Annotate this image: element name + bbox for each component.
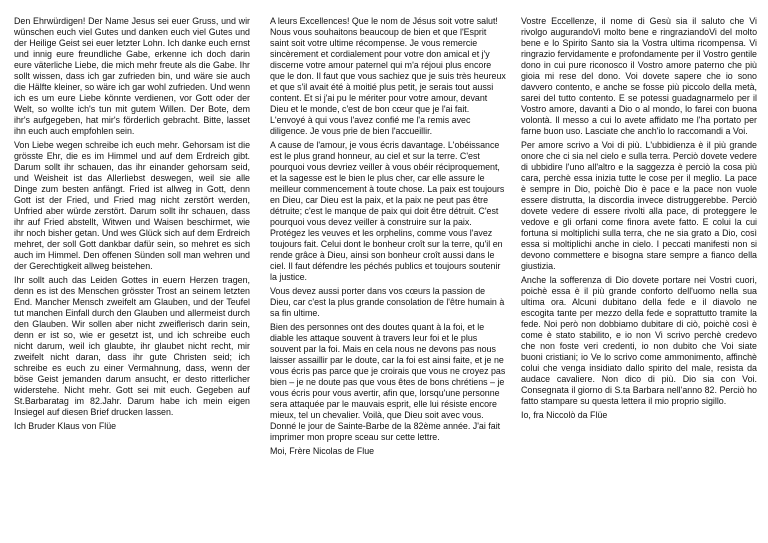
french-column bbox=[270, 16, 506, 460]
italian-paragraph-1: Vostre Eccellenze, il nome di Gesù sia il saluto che Vi rivolgo augurandoVi molto bene e ringraziandoVi del molto bene e lo Spirito Santo sia la Vostra ultima ricompensa. Vi ringrazio fervidamente e profondamente per il Vostro gentile dono in cui pure riconosco il Vostro amore paterno che più gioia mi rese del dono. Voi dovete sapere che io sono davvero contento, e anche se fosse più piccolo della metà, sarei del tutto contento. E se potessi guadagnarmelo per il Vostro amore, davanti a Dio o al mondo, lo farei con buona volontà. Il messo a cui lo avete affidato me l'ha portato per farne buon uso. Lasciate che anch'io lo raccomandi a Voi. bbox=[521, 16, 757, 136]
italian-column bbox=[521, 16, 757, 424]
italian-paragraph-2: Per amore scrivo a Voi di più. L'ubbidienza è il più grande onore che ci sia nel cielo e sulla terra. Perciò dovete vedere di ubbidire l'uno all'altro e la saggezza è perciò la cosa più cara, perchè essa inizia tutte le cose per il meglio. La pace è sempre in Dio, poichè Dio è pace e la pace non vuole essere distrutta, la discordia invece distruggerebbe. Perciò dovete vedere di essere rivolti alla pace, di proteggere le vedove e gli orfani come finora avete fatto. E colui la cui fortuna si moltiplichi sulla terra, che ne sia grato a Dio, così essa si moltiplichi anche in cielo. I peccati manifesti non si devono commettere e bisogna stare sempre a fianco della giustizia. bbox=[521, 140, 757, 271]
german-paragraph-1: Den Ehrwürdigen! Der Name Jesus sei euer Gruss, und wir wünschen euch viel Gutes und danken euch viel Gutes und der Heilige Geist sei euer letzter Lohn. Ich danke euch ernst und innig eure freundliche Gabe, erkenne ich doch darin eure väterliche Liebe, die mich mehr freute als die Gabe. Ihr sollt wissen, dass ich gar zufrieden bin, und wäre sie auch die Hälfte kleiner, so wäre ich gar wohl zufrieden. Und wenn ich es um eure Liebe könnte verdienen, vor Gott oder der Welt, so wollte ich's tun mit gutem Willen. Der Bote, dem ihr's aufgegeben, hat mir's förderlich gebracht. Bitte, lasset ihn euch auch empfohlen sein. bbox=[14, 16, 250, 136]
italian-signature: Io, fra Niccolò da Flüe bbox=[521, 410, 608, 420]
german-signature: Ich Bruder Klaus von Flüe bbox=[14, 421, 117, 431]
french-paragraph-4: Bien des personnes ont des doutes quant à la foi, et le diable les attaque souvent à travers leur foi et le plus souvent par la foi. Mais en cela nous ne devons pas nous laisser assaillir par le doute, car la foi est ainsi faite, et je ne vous écris pas parce que je croirais que vous ne croyez pas bien – je ne doute pas que vous êtes de bons chrétiens – je vous écris pour vous avertir, afin que, lorsqu'une personne sera attaquée par le mauvais esprit, elle lui résiste encore mieux, tel un chevalier. Voilà, que Dieu soit avec vous. Donné le jour de Sainte-Barbe de la 82ème année. J'ai fait imprimer mon propre sceau sur cette lettre. bbox=[270, 322, 506, 442]
french-signature: Moi, Frère Nicolas de Flue bbox=[270, 446, 375, 456]
french-paragraph-2: A cause de l'amour, je vous écris davantage. L'obéissance est le plus grand honneur, au ciel et sur la terre. C'est pourquoi vous devriez veiller à vous obéir réciproquement, et la sagesse est le bien le plus cher, car elle assure le meilleur commencement à toute chose. La paix est toujours en Dieu, car Dieu est la paix, et la paix ne peut pas être détruite; c'est le manque de paix qui doit être détruit. C'est pourquoi vous devez veiller à construire sur la paix. Protégez les veuves et les orphelins, comme vous l'avez toujours fait. Celui dont le bonheur croît sur la terre, qu'il en rende grâce à Dieu, ainsi son bonheur croît aussi dans le ciel. Il faut défendre les péchés publics et toujours soutenir la justice. bbox=[270, 140, 505, 282]
french-paragraph-1: A leurs Excellences! Que le nom de Jésus soit votre salut! Nous vous souhaitons beaucoup de bien et que l'Esprit saint soit votre ultime récompense. Je vous remercie sincèrement et cordialement pour votre don amical et j'y discerne votre amour paternel qui m'a réjoui plus encore que le don. Il faut que vous sachiez que je suis très heureux et que s'il avait été à moitié plus petit, je serais tout aussi content. Et si j'ai pu le mériter pour votre amour, devant Dieu et le monde, c'est de bon cœur que je l'ai fait. L'envoyé à qui vous l'avez confié me l'a remis avec diligence. Je vous prie de bien l'accueillir. bbox=[270, 16, 506, 136]
german-paragraph-2: Von Liebe wegen schreibe ich euch mehr. Gehorsam ist die grösste Ehr, die es im Himmel und auf dem Erdreich gibt. Darum sollt ihr schauen, das ihr einander gehorsam seid, und Weisheit ist das Allerliebst deswegen, weil sie alle Dinge zum besten anfängt. Fried ist allweg in Gott, denn Gott ist der Fried, und Fried mag nicht zerstört werden, Unfried aber würde zerstört. Darum sollt ihr schauen, dass ihr auf Fried abstellt, Witwen und Waisen beschirmet, wie ihr noch bisher getan. Und wes Glück sich auf dem Erdreich mehret, der soll Gott dankbar dafür sein, so mehret es sich auch im Himmel. Den offenen Sünden soll man wehren und der Gerechtigkeit allweg beistehen. bbox=[14, 140, 250, 271]
italian-paragraph-3: Anche la sofferenza di Dio dovete portare nei Vostri cuori, poichè essa è il più grande conforto dell'uomo nella sua ultima ora. Alcuni dubitano della fede e il diavolo ne escogita tante per mezzo della fede e soprattutto tramite la fede. Noi però non dobbiamo dubitare di ciò, poichè così è come è stato stabilito, e io non Vi scrivo perchè credevo che non foste veri credenti, io non dubito che Voi siate buoni cristiani; io Ve lo scrivo come ammonimento, affinchè colui che venga insidiato dallo spirito del male, resista da audace cavaliere. Non dico di più. Dio sia con Voi. Consegnata il giorno di S.ta Barbara nell'anno 82. Perciò ho fatto stampare su questa lettera il mio proprio sigillo. bbox=[521, 275, 757, 406]
german-column bbox=[14, 16, 250, 435]
german-paragraph-3: Ihr sollt auch das Leiden Gottes in euern Herzen tragen, denn es ist des Menschen grösster Trost an seinem letzten End. Mancher Mensch zweifelt am Glauben, und der Teufel tut manchen Einfall durch den Glauben und allermeist durch den Glauben. Wir sollen aber nicht zweiflerisch darin sein, denn er ist so, wie er gesetzt ist, und ich schreibe euch nicht darum, weil ich glaubte, ihr glaubet nicht recht, mir zweifelt nicht daran, dass ihr gute Christen seid; ich schreibe es euch zu einer Vermahnung, dass, wenn der böse Geist jemanden darum ansucht, er desto ritterlicher widerstehe. Nicht mehr. Gott sei mit euch. Gegeben auf St.Barbaratag im 82.Jahr. Darum habe ich mein eigen Insiegel auf diesen Brief drucken lassen. bbox=[14, 275, 250, 417]
french-paragraph-3: Vous devez aussi porter dans vos cœurs la passion de Dieu, car c'est la plus grande consolation de l'être humain à sa fin ultime. bbox=[270, 286, 505, 318]
